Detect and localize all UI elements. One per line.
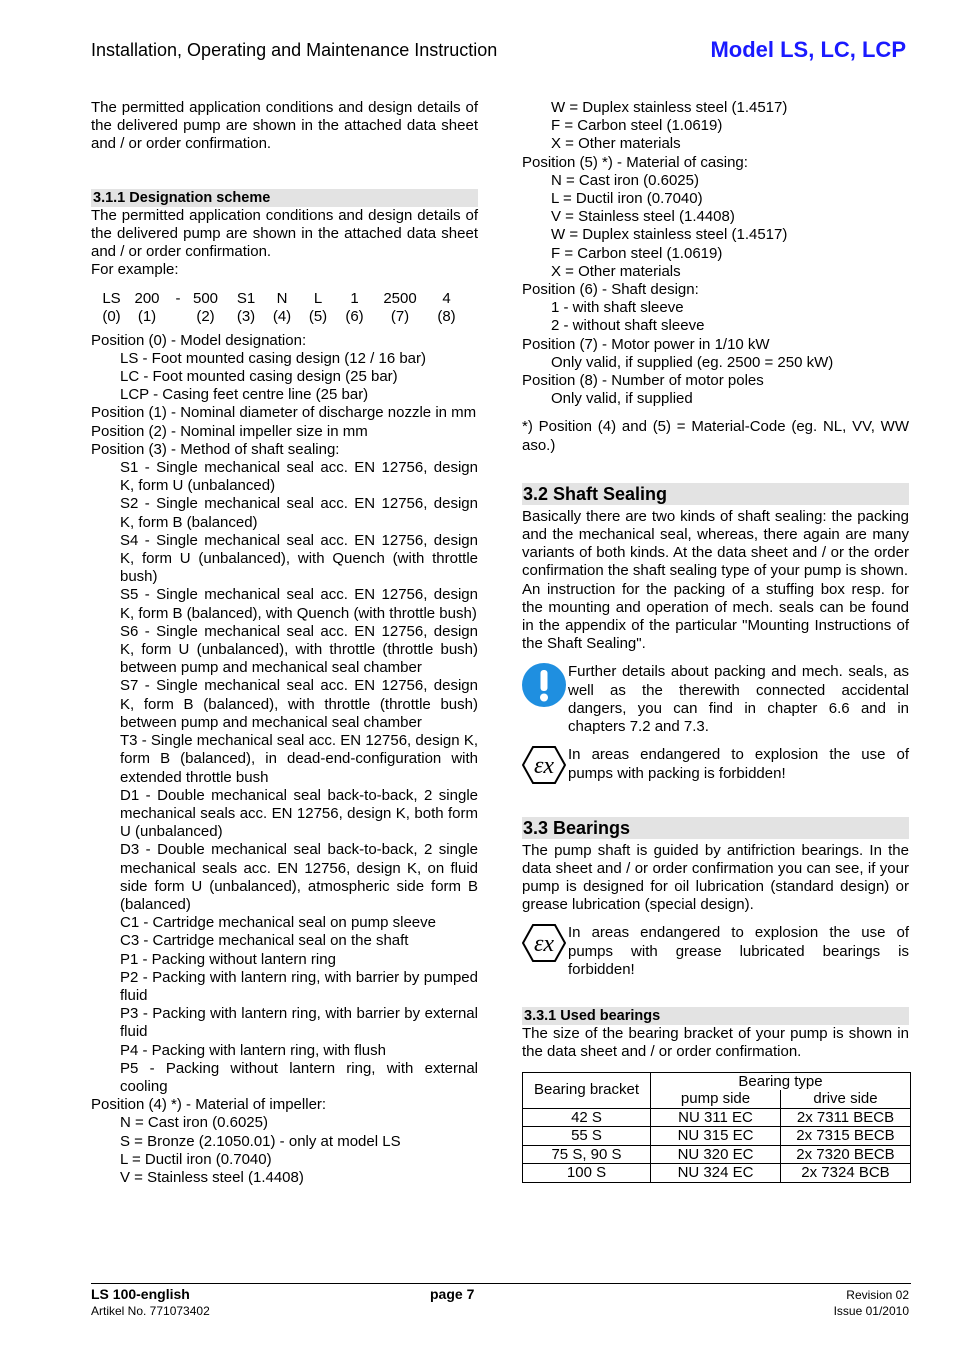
position-option: F = Carbon steel (1.0619) [551, 244, 723, 262]
position-heading: Position (2) - Nominal impeller size in mm [91, 422, 368, 440]
shaft-sealing-note [522, 663, 909, 736]
position-heading: Position (3) - Method of shaft sealing: [91, 440, 340, 458]
position-option: P1 - Packing without lantern ring [120, 950, 336, 968]
table-cell: NU 320 EC [651, 1145, 781, 1164]
material-footnote: *) Position (4) and (5) = Material-Code (eg. NL, VV, WW aso.) [522, 418, 909, 454]
column-header-pump-side: pump side [651, 1090, 781, 1108]
example-position: (2) [196, 307, 215, 325]
position-option: LS - Foot mounted casing design (12 / 16 bar) [120, 349, 427, 367]
position-option: S7 - Single mechanical seal acc. EN 12756, design K, form B (balanced), with throttle (throttle bush) between pump and mechanical seal chamber [120, 677, 478, 731]
position-option: S2 - Single mechanical seal acc. EN 12756, design K, form B (balanced) [120, 495, 478, 531]
position-heading: Position (8) - Number of motor poles [522, 372, 764, 390]
position-option: C3 - Cartridge mechanical seal on the shaft [120, 932, 409, 950]
position-option: Only valid, if supplied (eg. 2500 = 250 kW) [551, 353, 834, 371]
example-code: L [313, 289, 323, 307]
table-cell: 2x 7311 BECB [781, 1108, 911, 1127]
table-cell: NU 311 EC [651, 1108, 781, 1127]
shaft-sealing-ex-warning [522, 746, 909, 789]
shaft-sealing-paragraph-2: An instruction for the packing of a stuffing box resp. for the mounting and operation of mech. seals can be found in the appendix of the particular "Mounting Instructions of the Shaft Sealing". [522, 580, 909, 653]
ex-warning-text: In areas endangered to explosion the use of pumps with grease lubricated bearings is forbidden! [568, 924, 909, 978]
position-option: S = Bronze (2.1050.01) - only at model LS [120, 1132, 401, 1150]
table-cell: 55 S [523, 1127, 651, 1146]
example-code-table [100, 290, 464, 326]
position-option: P5 - Packing without lantern ring, with external cooling [120, 1059, 478, 1095]
position-heading: Position (5) *) - Material of casing: [522, 153, 748, 171]
column-header-bearing-bracket: Bearing bracket [523, 1072, 651, 1108]
position-option: W = Duplex stainless steel (1.4517) [551, 99, 788, 116]
example-label: For example: [91, 261, 179, 279]
position-option: LCP - Casing feet centre line (25 bar) [120, 386, 369, 404]
table-header-row [523, 1072, 911, 1090]
table-cell: 2x 7324 BCB [781, 1164, 911, 1183]
table-cell: 2x 7320 BECB [781, 1145, 911, 1164]
position-heading: Position (1) - Nominal diameter of discharge nozzle in mm [91, 404, 477, 422]
example-position: (7) [390, 307, 410, 325]
designation-paragraph: The permitted application conditions and design details of the delivered pump are shown in the attached data sheet and / or order confirmation. [91, 206, 478, 261]
section-heading-3-1-1: 3.1.1 Designation scheme [91, 189, 478, 207]
table-cell: 100 S [523, 1164, 651, 1183]
table-cell: NU 315 EC [651, 1127, 781, 1146]
position-option: X = Other materials [551, 135, 681, 153]
position-option: V = Stainless steel (1.4408) [120, 1168, 304, 1186]
position-option: D3 - Double mechanical seal back-to-back, 2 single mechanical seals acc. EN 12756, design K, on fluid side form U (unbalanced), atmospheric side form B (balanced) [120, 841, 478, 913]
example-position: (4) [272, 307, 292, 325]
intro-paragraph: The permitted application conditions and design details of the delivered pump are shown in the attached data sheet and / or order confirmation. [91, 99, 478, 153]
footer-document-id: LS 100-english [91, 1286, 190, 1302]
position-option: P3 - Packing with lantern ring, with barrier by external fluid [120, 1005, 478, 1041]
ex-explosion-icon [522, 924, 568, 967]
example-code-row [100, 290, 464, 308]
position-option: LC - Foot mounted casing design (25 bar) [120, 368, 398, 386]
section-heading-3-3: 3.3 Bearings [522, 817, 909, 839]
table-row [523, 1164, 911, 1183]
example-position-row [100, 308, 464, 326]
position-option: S4 - Single mechanical seal acc. EN 12756, design K, form U (unbalanced), with Quench (with throttle bush) [120, 531, 478, 586]
position-option: T3 - Single mechanical seal acc. EN 12756, design K, form B (balanced), in dead-end-configuration with extended throttle bush [120, 732, 478, 786]
section-heading-3-2: 3.2 Shaft Sealing [522, 483, 909, 505]
designation-list-continued [522, 99, 909, 408]
position-option: S6 - Single mechanical seal acc. EN 12756, design K, form U (unbalanced), with throttle (throttle bush) between pump and mechanical seal chamber [120, 622, 478, 677]
example-position: (6) [345, 307, 364, 325]
position-heading: Position (0) - Model designation: [91, 331, 307, 349]
used-bearings-paragraph: The size of the bearing bracket of your pump is shown in the data sheet and / or order confirmation. [522, 1025, 909, 1061]
position-option: N = Cast iron (0.6025) [551, 171, 699, 189]
position-option: P2 - Packing with lantern ring, with barrier by pumped fluid [120, 968, 478, 1004]
example-code: LS [102, 289, 121, 307]
position-option: D1 - Double mechanical seal back-to-back, 2 single mechanical seals acc. EN 12756, design K, both form U (unbalanced) [120, 786, 478, 841]
table-row [523, 1127, 911, 1146]
designation-list [91, 332, 478, 1188]
position-heading: Position (4) *) - Material of impeller: [91, 1096, 327, 1114]
document-title: Installation, Operating and Maintenance Instruction [91, 40, 498, 60]
example-code: 4 [442, 289, 451, 307]
footer-rule [91, 1283, 911, 1284]
model-title: Model LS, LC, LCP [710, 37, 906, 62]
example-position: (8) [437, 307, 456, 325]
left-column [91, 99, 478, 1187]
position-option: X = Other materials [551, 262, 681, 280]
table-row [523, 1145, 911, 1164]
position-option: P4 - Packing with lantern ring, with flush [120, 1041, 386, 1059]
table-row [523, 1108, 911, 1127]
bearing-table [522, 1072, 911, 1183]
position-option: N = Cast iron (0.6025) [120, 1114, 268, 1132]
position-heading: Position (6) - Shaft design: [522, 281, 699, 299]
svg-text:εx: εx [533, 931, 555, 958]
ex-warning-text: In areas endangered to explosion the use of pumps with packing is forbidden! [568, 746, 909, 782]
column-header-bearing-type: Bearing type [651, 1072, 911, 1090]
position-option: 1 - with shaft sleeve [551, 299, 684, 317]
example-code: S1 [236, 289, 256, 307]
example-position: (5) [308, 307, 328, 325]
position-option: S5 - Single mechanical seal acc. EN 12756, design K, form B (balanced), with Quench (with throttle bush) [120, 586, 478, 622]
bearings-paragraph: The pump shaft is guided by antifriction bearings. In the data sheet and / or order confirmation you can see, if your pump is designed for oil lubrication (standard design) or grease lubrication (special design). [522, 841, 909, 914]
note-text: Further details about packing and mech. seals, as well as the therewith connected accidental dangers, you can find in chapter 6.6 and in chapters 7.2 and 7.3. [568, 663, 909, 736]
footer-revision: Revision 02 [846, 1288, 909, 1302]
position-option: S1 - Single mechanical seal acc. EN 12756, design K, form U (unbalanced) [120, 459, 478, 495]
position-option: C1 - Cartridge mechanical seal on pump sleeve [120, 914, 436, 932]
table-cell: NU 324 EC [651, 1164, 781, 1183]
example-code: N [276, 289, 288, 307]
example-code: 1 [350, 289, 359, 307]
table-cell: 42 S [523, 1108, 651, 1127]
example-position: (0) [102, 307, 121, 325]
shaft-sealing-paragraph-1: Basically there are two kinds of shaft sealing: the packing and the mechanical seal, whereas, there again are many variants of both kinds. At the data sheet and / or the order confirmation the shaft sealing type of your pump is shown. [522, 507, 909, 580]
position-option: F = Carbon steel (1.0619) [551, 117, 723, 135]
footer-page-number: page 7 [430, 1286, 475, 1302]
ex-explosion-icon [522, 746, 568, 789]
position-heading: Position (7) - Motor power in 1/10 kW [522, 335, 770, 353]
table-cell: 75 S, 90 S [523, 1145, 651, 1164]
example-position: (3) [236, 307, 256, 325]
example-position: (1) [137, 307, 157, 325]
bearings-ex-warning [522, 924, 909, 979]
example-code: 2500 [383, 289, 417, 307]
table-cell: 2x 7315 BECB [781, 1127, 911, 1146]
footer-article-number: Artikel No. 771073402 [91, 1304, 210, 1318]
right-column [522, 99, 909, 1183]
example-code: 200 [134, 289, 160, 307]
position-option: 2 - without shaft sleeve [551, 317, 705, 335]
position-option: Only valid, if supplied [551, 390, 693, 408]
example-code: - [175, 289, 181, 307]
position-option: W = Duplex stainless steel (1.4517) [551, 226, 788, 244]
position-option: L = Ductil iron (0.7040) [120, 1150, 272, 1168]
svg-text:εx: εx [533, 753, 555, 780]
position-option: L = Ductil iron (0.7040) [551, 190, 703, 208]
example-position [171, 308, 185, 326]
position-option: V = Stainless steel (1.4408) [551, 208, 735, 226]
column-header-drive-side: drive side [781, 1090, 911, 1108]
section-heading-3-3-1: 3.3.1 Used bearings [522, 1007, 909, 1025]
example-code: 500 [192, 289, 219, 307]
footer-issue: Issue 01/2010 [833, 1304, 909, 1318]
exclamation-icon [522, 663, 568, 712]
